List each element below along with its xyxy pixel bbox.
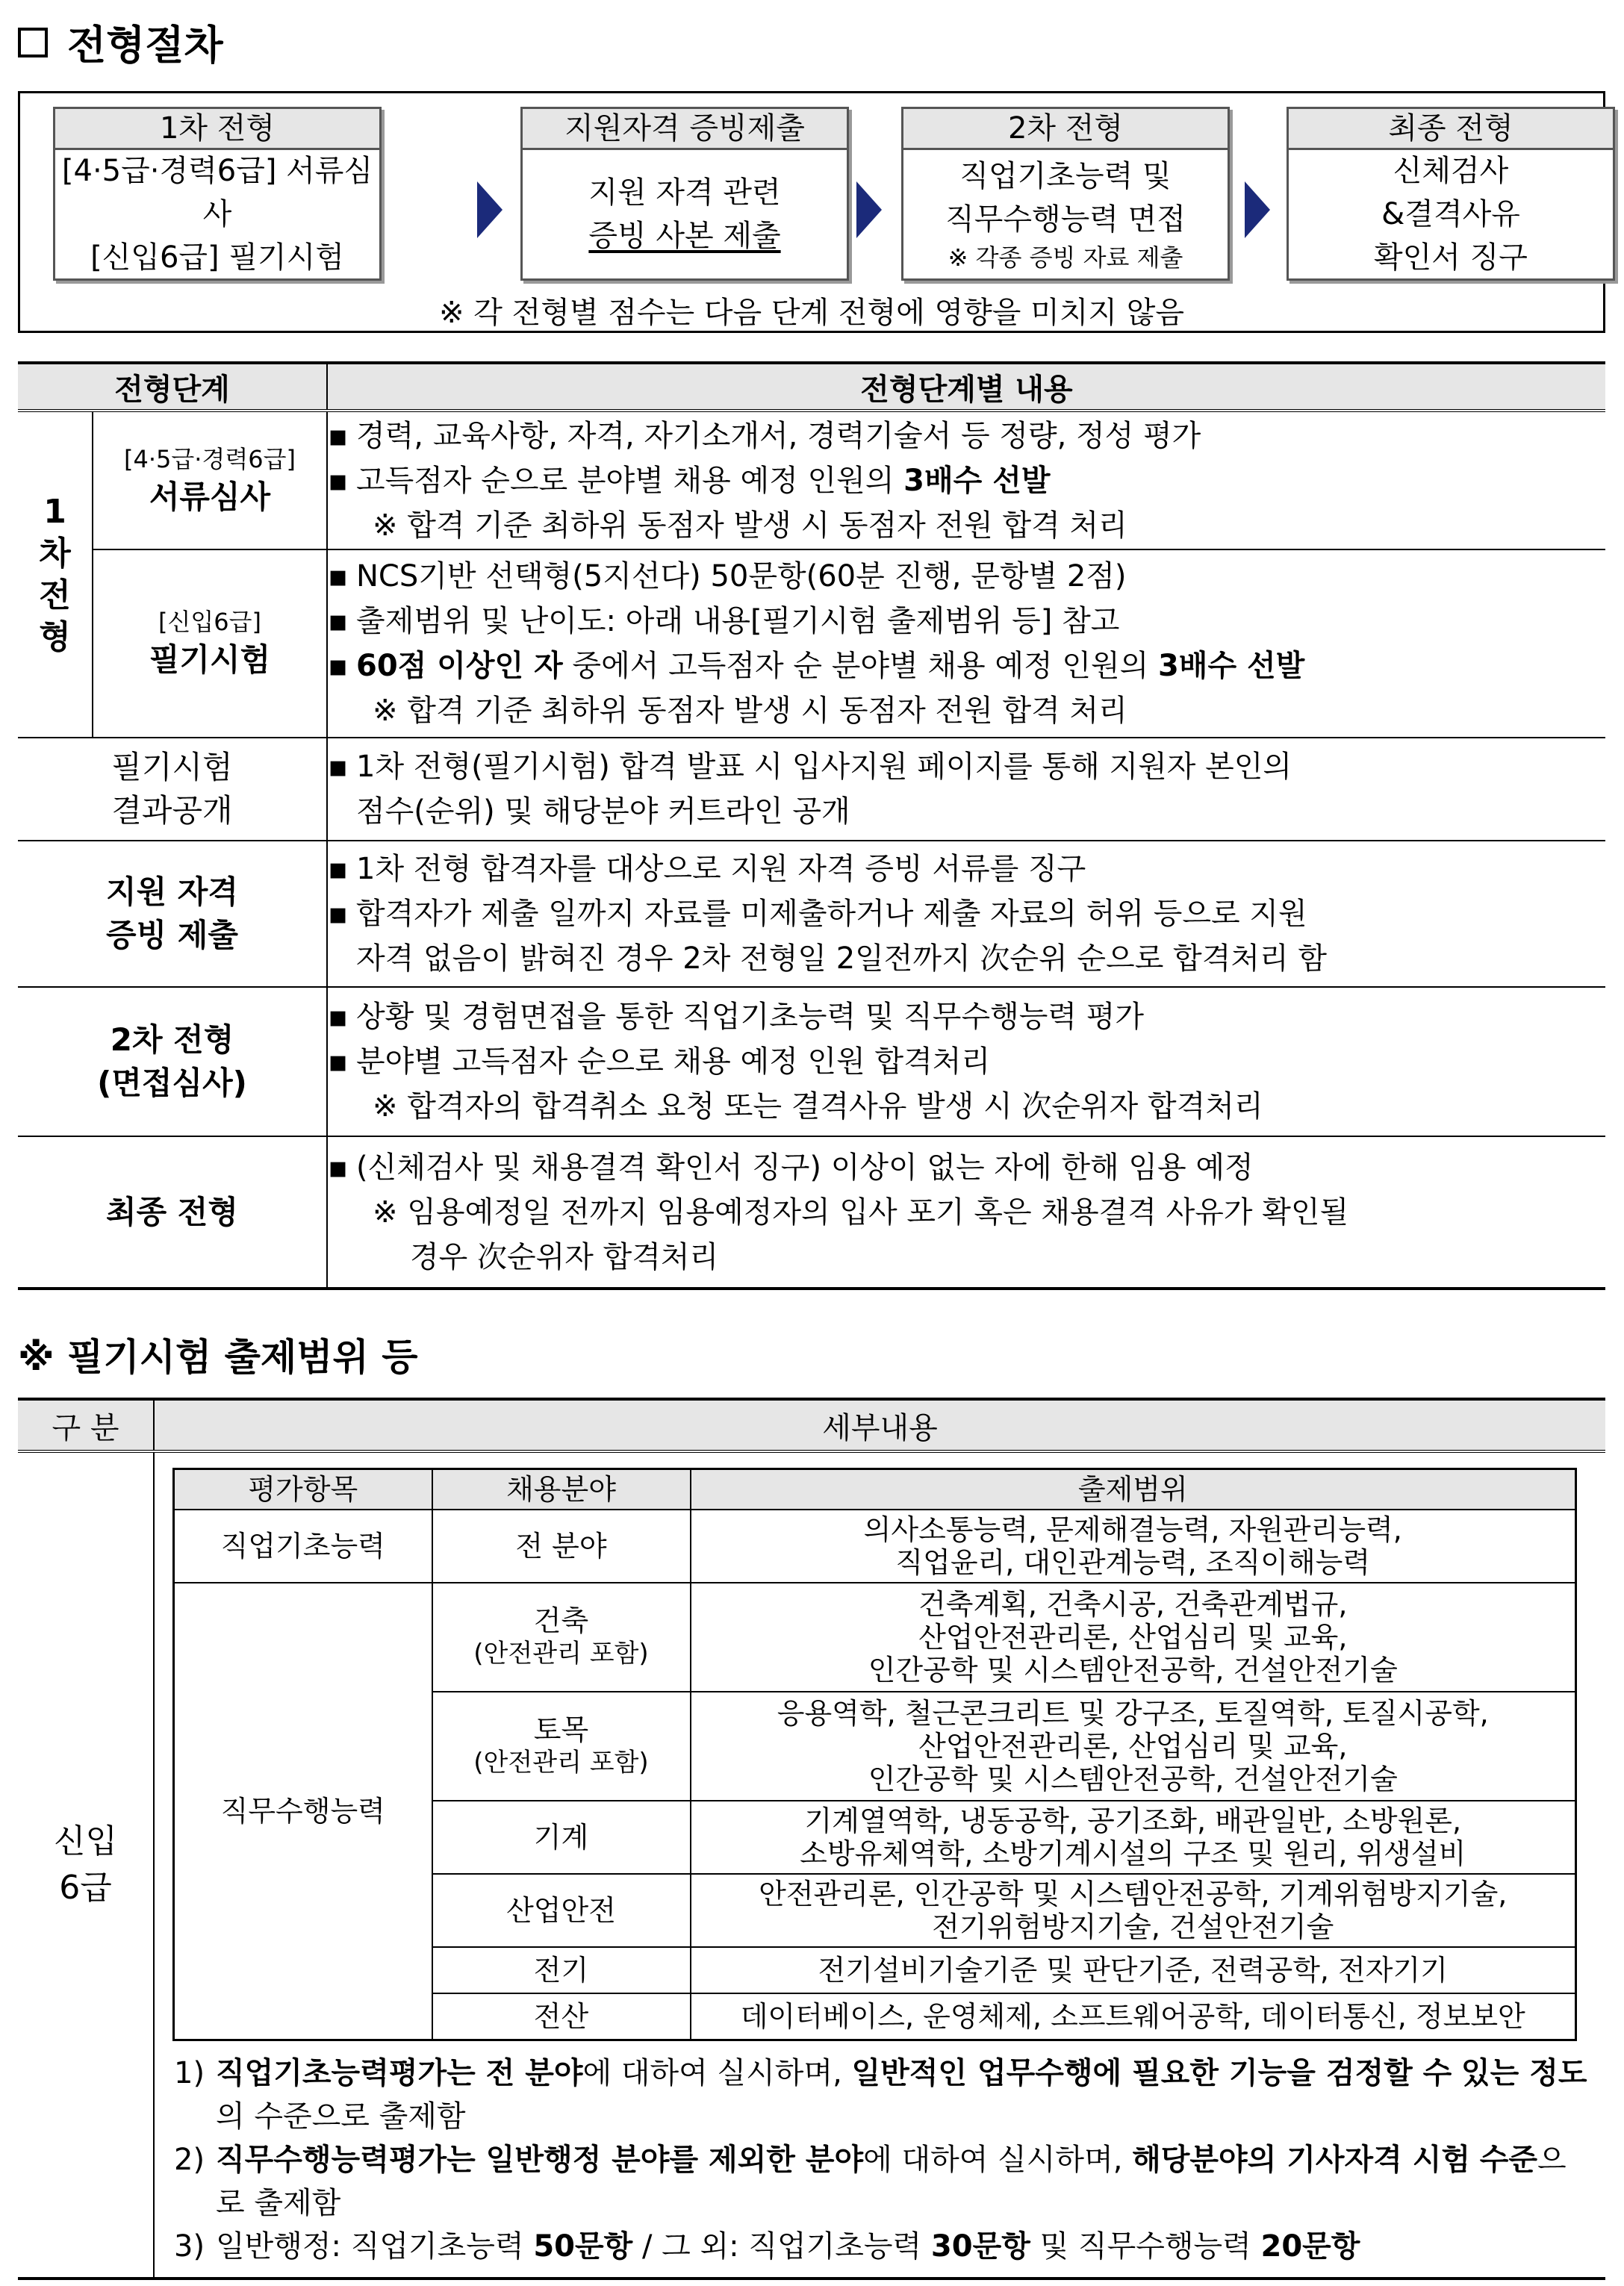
process-stage-3 xyxy=(901,107,1230,281)
stage-line: 확인서 징구 xyxy=(1374,240,1528,275)
list-item: ▪ 60점 이상인 자 중에서 고득점자 순 분야별 채용 예정 인원의 3배수 선발 xyxy=(328,644,1605,688)
stage-body xyxy=(903,150,1228,278)
table-row xyxy=(18,411,1605,549)
arrow-right-icon xyxy=(477,181,503,238)
stage-name: 필기시험 xyxy=(149,641,271,678)
list-item-cont: 점수(순위) 및 해당분야 커트라인 공개 xyxy=(356,794,850,829)
table-row xyxy=(18,1136,1605,1289)
list-item-cont: 자격 없음이 밝혀진 경우 2차 전형일 2일전까지 次순위 순으로 합격처리 함 xyxy=(356,941,1327,976)
table-row xyxy=(18,1451,1605,2279)
stage-name: 서류심사 xyxy=(149,478,271,515)
stage-head: 최종 전형 xyxy=(1289,109,1613,150)
table-row xyxy=(18,738,1605,841)
stage-small: [4·5급·경력6급] xyxy=(123,444,296,473)
process-note: ※ 각 전형별 점수는 다음 단계 전형에 영향을 미치지 않음 xyxy=(438,296,1185,330)
inner-header-row xyxy=(174,1469,1576,1510)
table-row xyxy=(18,841,1605,987)
stage-line: 지원 자격 관련 xyxy=(588,175,781,210)
stage-head: 1차 전형 xyxy=(55,109,379,150)
stage-head: 지원자격 증빙제출 xyxy=(523,109,847,150)
field: 토목 (안전관리 포함) xyxy=(432,1692,691,1801)
eval-item: 직무수행능력 xyxy=(174,1583,432,2040)
table-header-row xyxy=(18,363,1605,411)
field: 전기 xyxy=(432,1947,691,1993)
stage-cell: 2차 전형 (면접심사) xyxy=(18,987,327,1136)
process-stage-1 xyxy=(53,107,382,281)
field: 전 분야 xyxy=(432,1510,691,1583)
stage-line: 신체검사 xyxy=(1393,154,1509,188)
list-item: ▪ 1차 전형 합격자를 대상으로 지원 자격 증빙 서류를 징구 xyxy=(328,847,1605,891)
section-title-text: 전형절차 xyxy=(67,22,223,69)
list-item: ▪ NCS기반 선택형(5지선다) 50문항(60분 진행, 문항별 2점) xyxy=(328,554,1605,599)
inner-header: 채용분야 xyxy=(432,1469,691,1510)
stage-small-note: ※ 각종 증빙 자료 제출 xyxy=(948,243,1183,272)
stage-line: &결격사유 xyxy=(1381,197,1520,231)
note-cont: 경우 次순위자 합격처리 xyxy=(410,1239,719,1274)
arrow-right-icon xyxy=(856,181,882,238)
note: ※ 합격 기준 최하위 동점자 발생 시 동점자 전원 합격 처리 xyxy=(373,694,1127,728)
scope: 건축계획, 건축시공, 건축관계법규, 산업안전관리론, 산업심리 및 교육, 인간공학 및 시스템안전공학, 건설안전기술 xyxy=(691,1583,1576,1692)
process-stage-2 xyxy=(520,107,849,281)
exam-scope-table xyxy=(18,1398,1605,2280)
table-header-row xyxy=(18,1399,1605,1451)
list-item: ▪ 출제범위 및 난이도: 아래 내용[필기시험 출제범위 등] 참고 xyxy=(328,599,1605,644)
table-row xyxy=(174,1583,1576,1692)
stage-body xyxy=(1289,150,1613,278)
header-content: 전형단계별 내용 xyxy=(327,363,1605,411)
stage-cell: 지원 자격 증빙 제출 xyxy=(18,841,327,987)
process-flow-box xyxy=(18,91,1605,333)
table-row xyxy=(18,549,1605,738)
stage-line: 직업기초능력 및 xyxy=(959,159,1172,193)
list-item: ▪ (신체검사 및 채용결격 확인서 징구) 이상이 없는 자에 한해 임용 예정 xyxy=(328,1145,1605,1190)
stage-body xyxy=(55,150,379,278)
stage-small: [신입6급] xyxy=(158,608,262,636)
note: ※ 임용예정일 전까지 임용예정자의 입사 포기 혹은 채용결격 사유가 확인될 xyxy=(373,1195,1349,1230)
content-cell xyxy=(327,411,1605,549)
stage-cell xyxy=(93,549,327,738)
gubun-cell: 신입 6급 xyxy=(18,1451,154,2279)
stage-cell xyxy=(93,411,327,549)
scope: 의사소통능력, 문제해결능력, 자원관리능력, 직업윤리, 대인관계능력, 조직이해능력 xyxy=(691,1510,1576,1583)
section2-title: ※ 필기시험 출제범위 등 xyxy=(18,1336,418,1379)
header-gubun: 구 분 xyxy=(18,1399,154,1451)
field: 산업안전 xyxy=(432,1874,691,1947)
stage-head: 2차 전형 xyxy=(903,109,1228,150)
content-cell xyxy=(327,549,1605,738)
scope: 데이터베이스, 운영체제, 소프트웨어공학, 데이터통신, 정보보안 xyxy=(691,1993,1576,2040)
stage-cell: 필기시험 결과공개 xyxy=(18,738,327,841)
stage-line: [4·5급·경력6급] 서류심사 xyxy=(61,154,373,231)
scope: 응용역학, 철근콘크리트 및 강구조, 토질역학, 토질시공학, 산업안전관리론, 산업심리 및 교육, 인간공학 및 시스템안전공학, 건설안전기술 xyxy=(691,1692,1576,1801)
section-title xyxy=(18,13,223,71)
list-item: ▪ 상황 및 경험면접을 통한 직업기초능력 및 직무수행능력 평가 xyxy=(328,994,1605,1039)
footnotes xyxy=(155,2041,1605,2277)
field: 건축 (안전관리 포함) xyxy=(432,1583,691,1692)
field: 전산 xyxy=(432,1993,691,2040)
arrow-right-icon xyxy=(1245,181,1270,238)
content-cell xyxy=(327,738,1605,841)
group-label-1st: 1차전형 xyxy=(18,411,93,738)
list-item: ▪ 고득점자 순으로 분야별 채용 예정 인원의 3배수 선발 xyxy=(328,458,1605,503)
footnote-item: 3) 일반행정: 직업기초능력 50문항 / 그 외: 직업기초능력 30문항 및 직무수행능력 20문항 xyxy=(174,2229,1360,2264)
selection-stage-table xyxy=(18,361,1605,1290)
content-cell xyxy=(327,987,1605,1136)
list-item: ▪ 합격자가 제출 일까지 자료를 미제출하거나 제출 자료의 허위 등으로 지원 xyxy=(328,891,1605,936)
header-stage: 전형단계 xyxy=(18,363,327,411)
content-cell xyxy=(327,841,1605,987)
table-row xyxy=(174,1510,1576,1583)
list-item: ▪ 분야별 고득점자 순으로 채용 예정 인원 합격처리 xyxy=(328,1039,1605,1084)
eval-item: 직업기초능력 xyxy=(174,1510,432,1583)
stage-cell: 최종 전형 xyxy=(18,1136,327,1289)
list-item: ▪ 1차 전형(필기시험) 합격 발표 시 입사지원 페이지를 통해 지원자 본인의 xyxy=(328,744,1605,789)
stage-body xyxy=(523,150,847,278)
note: ※ 합격자의 합격취소 요청 또는 결격사유 발생 시 次순위자 합격처리 xyxy=(373,1089,1263,1124)
footnote-item: 2) 직무수행능력평가는 일반행정 분야를 제외한 분야에 대하여 실시하며, 해당분야의 기사자격 시험 수준으로 출제함 xyxy=(174,2142,1567,2220)
stage-line: 직무수행능력 면접 xyxy=(945,202,1186,237)
footnote-item: 1) 직업기초능력평가는 전 분야에 대하여 실시하며, 일반적인 업무수행에 필요한 기능을 검정할 수 있는 정도의 수준으로 출제함 xyxy=(174,2055,1587,2134)
scope-inner-table xyxy=(172,1468,1577,2041)
scope: 안전관리론, 인간공학 및 시스템안전공학, 기계위험방지기술, 전기위험방지기술, 건설안전기술 xyxy=(691,1874,1576,1947)
content-cell xyxy=(327,1136,1605,1289)
header-detail: 세부내용 xyxy=(154,1399,1605,1451)
detail-cell xyxy=(154,1451,1605,2279)
inner-header: 평가항목 xyxy=(174,1469,432,1510)
checkbox-square-icon xyxy=(18,28,48,57)
process-stage-4 xyxy=(1287,107,1615,281)
list-item: ▪ 경력, 교육사항, 자격, 자기소개서, 경력기술서 등 정량, 정성 평가 xyxy=(328,414,1605,458)
inner-header: 출제범위 xyxy=(691,1469,1576,1510)
stage-line: 증빙 사본 제출 xyxy=(588,219,781,253)
stage-line: [신입6급] 필기시험 xyxy=(90,240,344,275)
scope: 기계열역학, 냉동공학, 공기조화, 배관일반, 소방원론, 소방유체역학, 소방기계시설의 구조 및 원리, 위생설비 xyxy=(691,1801,1576,1874)
table-row xyxy=(18,987,1605,1136)
note: ※ 합격 기준 최하위 동점자 발생 시 동점자 전원 합격 처리 xyxy=(373,508,1127,543)
field: 기계 xyxy=(432,1801,691,1874)
scope: 전기설비기술기준 및 판단기준, 전력공학, 전자기기 xyxy=(691,1947,1576,1993)
